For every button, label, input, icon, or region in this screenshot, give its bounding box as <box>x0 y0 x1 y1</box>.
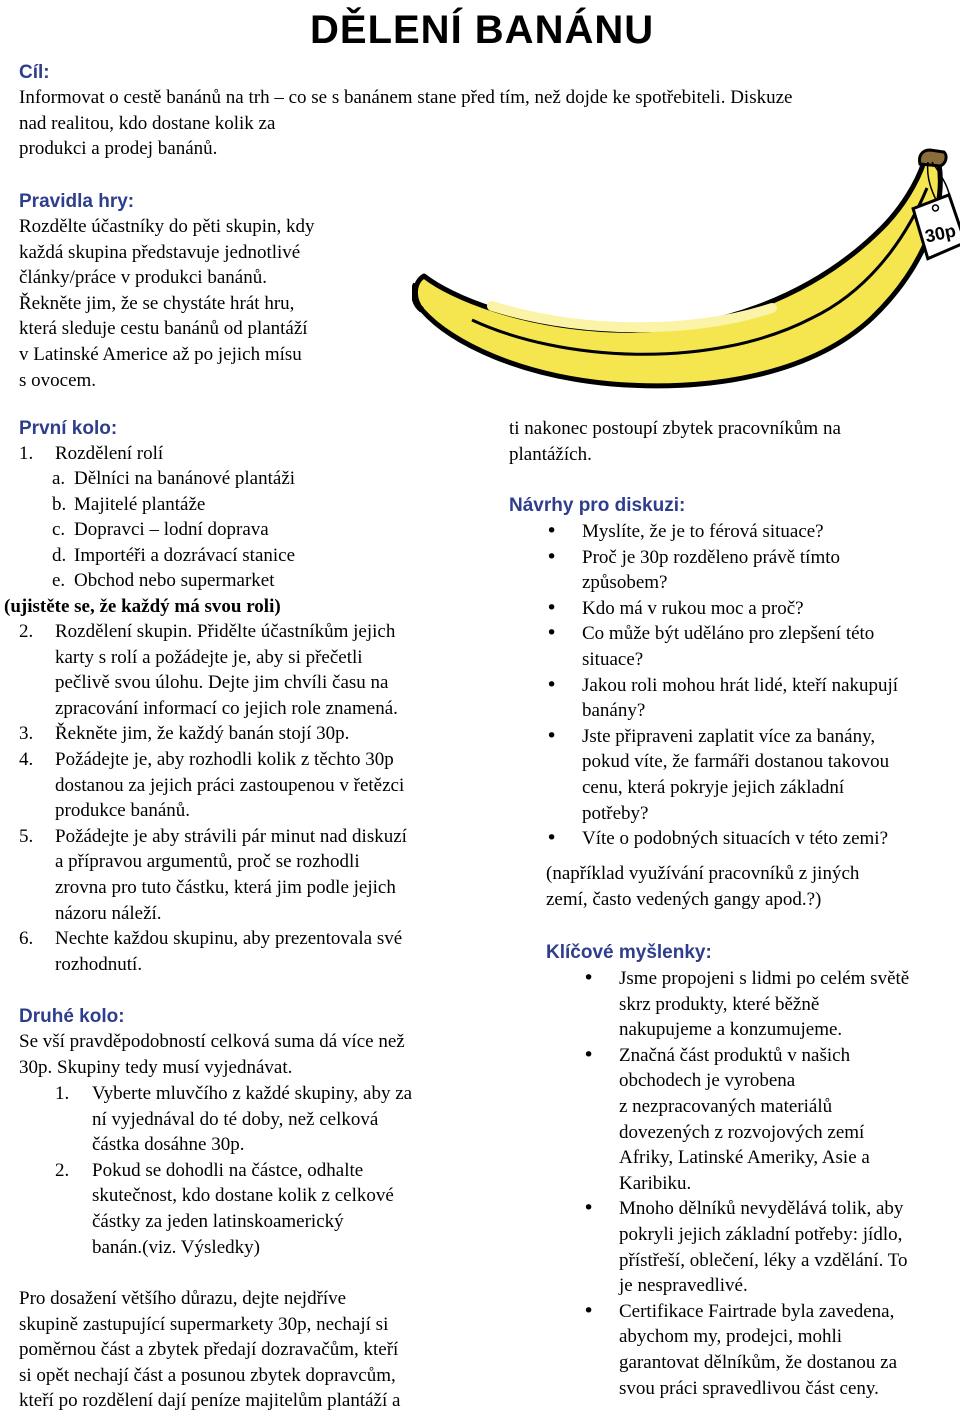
rules-line: s ovocem. <box>19 369 97 391</box>
key-idea-line: dovezených z rozvojových zemí <box>619 1121 865 1143</box>
key-idea-item <box>583 1299 909 1401</box>
role-text: Majitelé plantáže <box>74 493 206 515</box>
step-line: ní vyjednával do té doby, než celková <box>92 1108 379 1130</box>
step-line: rozhodnutí. <box>55 953 143 975</box>
key-idea-item <box>583 1043 909 1197</box>
step-line: dostanou za jejich práci zastoupenou v řetězci <box>55 774 405 796</box>
step-line: pečlivě svou úlohu. Dejte jim chvíli času na <box>55 672 389 694</box>
step-number: 1. <box>55 1083 70 1104</box>
banana-illustration <box>412 148 960 400</box>
key-idea-line: obchodech je vyrobena <box>619 1070 796 1092</box>
role-item <box>52 568 295 594</box>
discussion-line: Proč je 30p rozděleno právě tímto <box>582 546 841 568</box>
role-letter: c. <box>52 519 66 541</box>
step-number: 3. <box>19 723 34 745</box>
rules-line: každá skupina představuje jednotlivé <box>19 241 301 263</box>
role-letter: a. <box>52 468 66 489</box>
step-line: karty s rolí a požádejte je, aby si přečetli <box>55 646 363 668</box>
bullet-icon: • <box>546 622 558 645</box>
step-line: Pokud se dohodli na částce, odhalte <box>92 1159 364 1181</box>
key-idea-line: Karibiku. <box>619 1172 692 1194</box>
discussion-item <box>546 596 898 622</box>
continuation-line: ti nakonec postoupí zbytek pracovníkům na <box>509 418 841 439</box>
step-line: názoru náleží. <box>55 902 162 924</box>
discussion-note <box>546 861 859 912</box>
rules-line: v Latinské Americe až po jejich mísu <box>19 343 302 365</box>
price-tag-label: 30p <box>923 220 958 247</box>
rules-text <box>19 214 315 393</box>
role-item <box>52 492 295 518</box>
discussion-line: cenu, která pokryje jejich základní <box>582 776 845 798</box>
step-line: částky za jeden latinskoamerický <box>92 1210 344 1232</box>
step-line: Požádejte je aby strávili pár minut nad diskuzí <box>55 825 407 847</box>
step-number: 4. <box>19 748 34 770</box>
step-line: Řekněte jim, že každý banán stojí 30p. <box>55 723 350 745</box>
discussion-note-line: zemí, často vedených gangy apod.?) <box>546 888 822 910</box>
role-letter: e. <box>52 570 66 592</box>
bullet-icon: • <box>546 724 558 747</box>
key-idea-item <box>583 1196 909 1298</box>
discussion-line: Jakou roli mohou hrát lidé, kteří nakupují <box>582 674 899 696</box>
round1-step-4 <box>19 747 479 824</box>
continuation-text <box>509 416 841 467</box>
round1-step-1 <box>19 441 163 467</box>
key-idea-line: Jsme propojeni s lidmi po celém světě <box>619 968 910 989</box>
step-line: produkce banánů. <box>55 800 191 822</box>
key-idea-line: skrz produkty, které běžně <box>619 993 820 1015</box>
discussion-line: Víte o podobných situacích v této zemi? <box>582 828 889 850</box>
discussion-line: banány? <box>582 700 646 722</box>
discussion-item <box>546 826 898 852</box>
role-text: Dělníci na banánové plantáži <box>74 468 296 489</box>
rules-heading: Pravidla hry: <box>19 191 135 212</box>
bullet-icon: • <box>546 827 558 850</box>
discussion-line: způsobem? <box>582 572 668 594</box>
round1-step-6 <box>19 926 479 977</box>
key-idea-line: Afriky, Latinské Ameriky, Asie a <box>619 1147 870 1169</box>
step-number: 1. <box>19 443 34 464</box>
rules-line: Rozdělte účastníky do pěti skupin, kdy <box>19 216 315 237</box>
goal-line: Informovat o cestě banánů na trh – co se s banánem stane před tím, než dojde ke spotřebiteli. Diskuze <box>19 87 793 108</box>
role-letter: d. <box>52 544 67 566</box>
key-idea-line: nakupujeme a konzumujeme. <box>619 1019 843 1041</box>
round1-step-2 <box>19 619 479 721</box>
round1-step-5 <box>19 824 479 926</box>
discussion-line: pokud víte, že farmáři dostanou takovou <box>582 751 890 773</box>
step-number: 5. <box>19 825 34 847</box>
key-idea-line: svou práci spravedlivou část ceny. <box>619 1377 879 1399</box>
step-line: Požádejte je, aby rozhodli kolik z těchto 30p <box>55 748 394 770</box>
step-line: a přípravou argumentů, proč se rozhodli <box>55 851 360 873</box>
emphasis-line: skupině zastupující supermarkety 30p, nechají si <box>19 1313 389 1335</box>
key-idea-line: Značná část produktů v našich <box>619 1044 851 1066</box>
emphasis-line: si opět nechají část a posunou zbytek dopravcům, <box>19 1364 396 1386</box>
key-idea-line: garantovat dělníkům, že dostanou za <box>619 1351 898 1373</box>
step-text: Rozdělení rolí <box>55 443 164 464</box>
round2-intro <box>19 1029 405 1080</box>
round2-steps <box>55 1081 412 1260</box>
emphasis-line: Pro dosažení většího důrazu, dejte nejdříve <box>19 1288 347 1309</box>
key-idea-line: přístřeší, oblečení, léky a vzdělání. To <box>619 1249 908 1271</box>
role-text: Dopravci – lodní doprava <box>74 519 269 541</box>
emphasis-paragraph <box>19 1286 400 1414</box>
step-line: Nechte každou skupinu, aby prezentovala své <box>55 928 403 950</box>
step-line: částka dosáhne 30p. <box>92 1134 245 1156</box>
discussion-item <box>546 519 898 545</box>
roles-note: (ujistěte se, že každý má svou roli) <box>4 596 281 617</box>
discussion-line: Jste připraveni zaplatit více za banány, <box>582 725 876 747</box>
step-line: banán.(viz. Výsledky) <box>92 1236 260 1258</box>
step-line: Rozdělení skupin. Přidělte účastníkům jejich <box>55 621 396 642</box>
role-item <box>52 517 295 543</box>
role-item <box>52 543 295 569</box>
discussion-heading: Návrhy pro diskuzi: <box>509 495 686 516</box>
key-idea-line: Certifikace Fairtrade byla zavedena, <box>619 1300 895 1322</box>
round1-step-3 <box>19 721 479 747</box>
rules-line: články/práce v produkci banánů. <box>19 267 267 289</box>
bullet-icon: • <box>546 596 558 619</box>
round1-heading: První kolo: <box>19 418 118 439</box>
discussion-note-line: (například využívání pracovníků z jiných <box>546 863 860 884</box>
discussion-item <box>546 673 899 724</box>
rules-line: Řekněte jim, že se chystáte hrát hru, <box>19 292 295 314</box>
step-number: 6. <box>19 928 34 950</box>
step-number: 2. <box>55 1159 70 1181</box>
key-idea-line: z nezpracovaných materiálů <box>619 1095 833 1117</box>
bullet-icon: • <box>583 1197 595 1220</box>
discussion-item <box>546 545 898 596</box>
key-ideas-list <box>583 966 910 1401</box>
goal-line: nad realitou, kdo dostane kolik za <box>19 112 276 134</box>
role-text: Importéři a dozrávací stanice <box>74 544 296 566</box>
round2-line: Se vší pravděpodobností celková suma dá více než <box>19 1031 405 1052</box>
key-idea-item <box>583 966 910 1043</box>
key-idea-line: je nespravedlivé. <box>619 1275 748 1297</box>
goal-line: produkci a prodej banánů. <box>19 138 218 160</box>
page-title: DĚLENÍ BANÁNU <box>310 8 655 52</box>
goal-heading: Cíl: <box>19 62 50 83</box>
key-idea-line: pokryli jejich základní potřeby: jídlo, <box>619 1223 903 1245</box>
discussion-line: Co může být uděláno pro zlepšení této <box>582 623 875 645</box>
role-text: Obchod nebo supermarket <box>74 570 275 592</box>
discussion-line: potřeby? <box>582 802 649 824</box>
step-number: 2. <box>19 621 34 642</box>
bullet-icon: • <box>583 1299 595 1322</box>
discussion-line: Kdo má v rukou moc a proč? <box>582 597 804 619</box>
emphasis-line: poměrnou část a zbytek předají dozravačům, kteří <box>19 1339 399 1361</box>
role-letter: b. <box>52 493 67 515</box>
key-ideas-heading: Klíčové myšlenky: <box>546 942 712 963</box>
round2-heading: Druhé kolo: <box>19 1006 125 1027</box>
key-idea-line: Mnoho dělníků nevydělává tolik, aby <box>619 1198 904 1220</box>
bullet-icon: • <box>583 1043 595 1066</box>
round2-step-2 <box>55 1158 412 1260</box>
emphasis-line: kteří po rozdělení dají peníze majitelům plantáží a <box>19 1390 401 1412</box>
step-line: zpracování informací co jejich role znamená. <box>55 697 398 719</box>
bullet-icon: • <box>546 673 558 696</box>
round1-steps <box>19 619 479 977</box>
round2-line: 30p. Skupiny tedy musí vyjednávat. <box>19 1056 293 1078</box>
rules-line: která sleduje cestu banánů od plantáží <box>19 318 308 340</box>
step-line: zrovna pro tuto částku, která jim podle jejich <box>55 876 396 898</box>
role-item <box>52 466 295 492</box>
continuation-line: plantážích. <box>509 443 592 465</box>
key-idea-line: abychom my, prodejci, mohli <box>619 1326 843 1348</box>
round2-step-1 <box>55 1081 412 1158</box>
bullet-icon: • <box>583 967 595 989</box>
discussion-line: Myslíte, že je to férová situace? <box>582 521 824 542</box>
bullet-icon: • <box>546 520 558 542</box>
discussion-list <box>546 519 899 852</box>
bullet-icon: • <box>546 545 558 568</box>
roles-list <box>52 466 295 594</box>
discussion-item <box>546 621 898 672</box>
step-line: Vyberte mluvčího z každé skupiny, aby za <box>92 1083 413 1104</box>
discussion-item <box>546 724 898 826</box>
discussion-line: situace? <box>582 648 644 670</box>
step-line: skutečnost, kdo dostane kolik z celkové <box>92 1185 394 1207</box>
